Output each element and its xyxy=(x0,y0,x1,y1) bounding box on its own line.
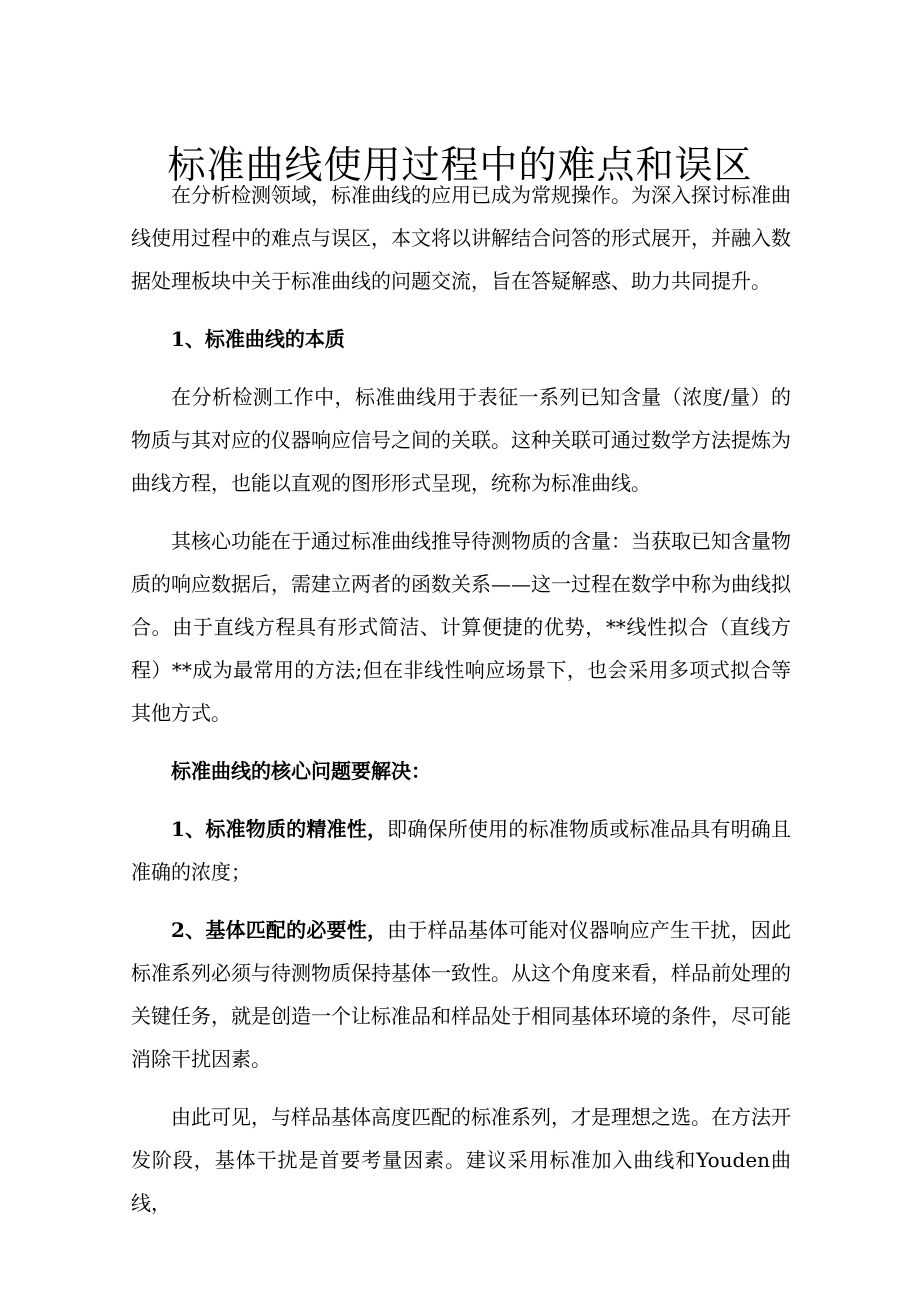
core-issue-item-2-lead: 2、基体匹配的必要性， xyxy=(171,918,388,942)
core-issue-item-2 xyxy=(131,909,791,1081)
document-title: 标准曲线使用过程中的难点和误区 xyxy=(167,143,753,188)
intro-paragraph: 在分析检测领域，标准曲线的应用已成为常规操作。为深入探讨标准曲线使用过程中的难点与误区，本文将以讲解结合问答的形式展开，并融入数据处理板块中关于标准曲线的问题交流，旨在答疑解惑、助力共同提升。 xyxy=(131,183,791,293)
nature-paragraph-2: 其核心功能在于通过标准曲线推导待测物质的含量：当获取已知含量物质的响应数据后，需建立两者的函数关系——这一过程在数学中称为曲线拟合。由于直线方程具有形式简洁、计算便捷的优势，**线性拟合（直线方程）**成为最常用的方法;但在非线性响应场景下，也会采用多项式拟合等其他方式。 xyxy=(131,529,791,725)
nature-paragraph-1: 在分析检测工作中，标准曲线用于表征一系列已知含量（浓度/量）的物质与其对应的仪器响应信号之间的关联。这种关联可通过数学方法提炼为曲线方程，也能以直观的图形形式呈现，统称为标准曲线。 xyxy=(131,385,791,495)
core-issue-item-1-lead: 1、标准物质的精准性， xyxy=(171,817,388,841)
core-issue-item-2-text: 由于样品基体可能对仪器响应产生干扰，因此标准系列必须与待测物质保持基体一致性。从这个角度来看，样品前处理的关键任务，就是创造一个让标准品和样品处于相同基体环境的条件，尽可能消除干扰因素。 xyxy=(131,918,792,1071)
conclusion-paragraph: 由此可见，与样品基体高度匹配的标准系列，才是理想之选。在方法开发阶段，基体干扰是首要考量因素。建议采用标准加入曲线和Youden曲线， xyxy=(131,1105,791,1215)
core-issue-item-1 xyxy=(131,808,791,894)
section-heading-nature: 1、标准曲线的本质 xyxy=(171,327,345,351)
core-issue-item-1-text: 即确保所使用的标准物质或标准品具有明确且准确的浓度； xyxy=(131,817,792,884)
core-issues-heading: 标准曲线的核心问题要解决： xyxy=(171,759,431,783)
document-body xyxy=(131,174,791,1240)
